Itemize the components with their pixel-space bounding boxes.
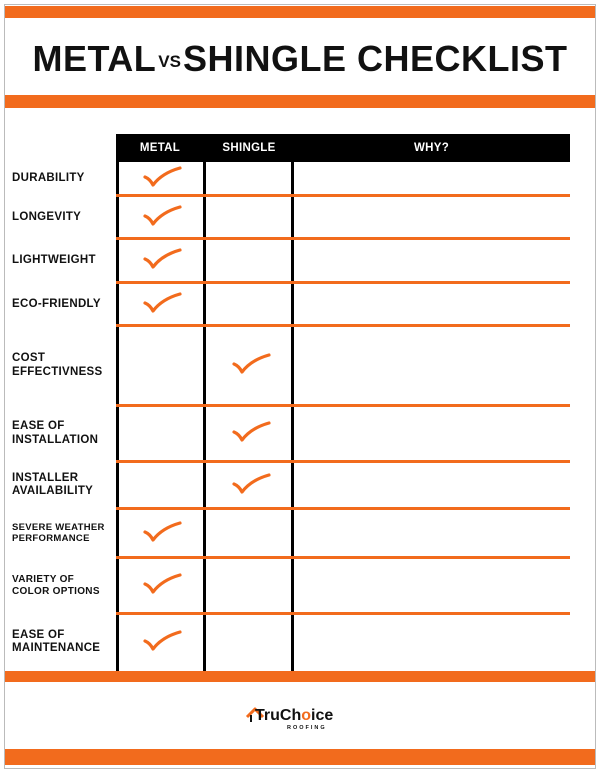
row-divider xyxy=(116,507,570,510)
metal-check-icon xyxy=(142,205,182,227)
row-divider xyxy=(116,460,570,463)
column-header-why: WHY? xyxy=(413,142,450,154)
page-title xyxy=(0,38,600,80)
column-divider-left xyxy=(116,134,119,671)
table-header xyxy=(116,134,570,162)
column-header-metal: METAL xyxy=(139,142,181,154)
row-label: ECO-FRIENDLY xyxy=(12,297,101,310)
shingle-check-icon xyxy=(231,353,271,375)
row-divider xyxy=(116,194,570,197)
row-label: LONGEVITY xyxy=(12,210,82,223)
shingle-check-icon xyxy=(231,473,271,495)
metal-check-icon xyxy=(142,573,182,595)
row-label: VARIETY OF COLOR OPTIONS xyxy=(12,574,100,597)
row-label: LIGHTWEIGHT xyxy=(12,254,96,267)
column-divider-metal-shingle xyxy=(203,134,206,671)
metal-check-icon xyxy=(142,166,182,188)
row-divider xyxy=(116,237,570,240)
row-label: INSTALLER AVAILABILITY xyxy=(12,471,94,498)
title-vs: VS xyxy=(158,52,181,71)
row-label: EASE OF INSTALLATION xyxy=(12,420,99,446)
logo-subtitle: ROOFING xyxy=(287,725,327,731)
row-label: EASE OF MAINTENANCE xyxy=(12,628,101,655)
row-label: DURABILITY xyxy=(12,172,85,185)
logo-wordmark: TruChoice xyxy=(255,707,334,724)
title-underline-band xyxy=(5,95,595,108)
row-divider xyxy=(116,556,570,559)
title-shingle-checklist: SHINGLE CHECKLIST xyxy=(182,38,568,79)
row-divider xyxy=(116,612,570,615)
top-orange-band xyxy=(5,6,595,18)
shingle-check-icon xyxy=(231,421,271,443)
row-divider xyxy=(116,281,570,284)
truchoice-logo xyxy=(245,706,355,736)
metal-check-icon xyxy=(142,521,182,543)
column-header-shingle: SHINGLE xyxy=(222,142,276,154)
row-divider xyxy=(116,324,570,327)
metal-check-icon xyxy=(142,248,182,270)
row-label: SEVERE WEATHER PERFORMANCE xyxy=(12,522,105,545)
bottom-table-band xyxy=(5,671,595,682)
metal-check-icon xyxy=(142,630,182,652)
title-metal: METAL xyxy=(32,38,157,79)
column-divider-shingle-why xyxy=(291,134,294,671)
row-label: COST EFFECTIVNESS xyxy=(12,352,103,378)
row-divider xyxy=(116,404,570,407)
metal-check-icon xyxy=(142,292,182,314)
footer-orange-band xyxy=(5,749,595,765)
